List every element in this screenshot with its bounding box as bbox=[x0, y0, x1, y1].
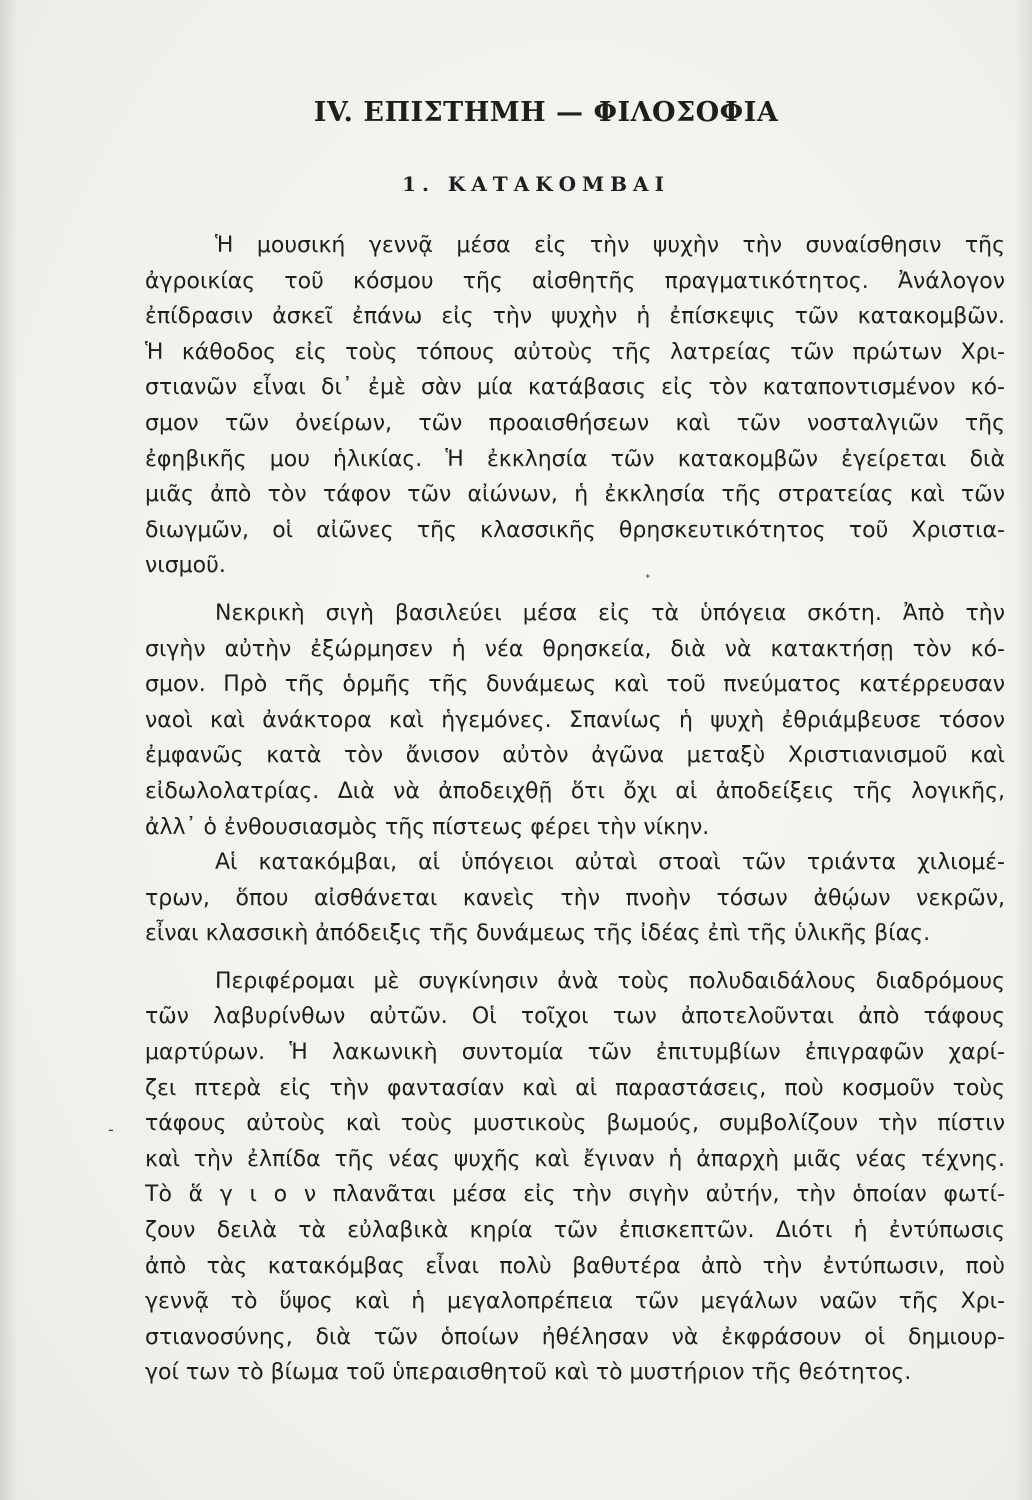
text-line: Αἱ κατακόμβαι, αἱ ὑπόγειοι αὐταὶ στοαὶ τῶν τριάντα χιλιομέ- bbox=[215, 850, 1005, 876]
paragraph bbox=[145, 596, 1005, 845]
text-line: ἐφηβικῆς μου ἡλικίας. Ἡ ἐκκλησία τῶν κατακομβῶν ἐγείρεται διὰ bbox=[145, 446, 1005, 472]
text-line: ἐμφανῶς κατὰ τὸν ἄνισον αὐτὸν ἀγῶνα μεταξὺ Χριστιανισμοῦ καὶ bbox=[145, 743, 1005, 769]
chapter-title: 1. ΚΑΤΑΚΟΜΒΑΙ bbox=[402, 172, 670, 196]
text-line: Περιφέρομαι μὲ συγκίνησιν ἀνὰ τοὺς πολυδαιδάλους διαδρόμους bbox=[215, 968, 1005, 994]
text-line: ἀπὸ τὰς κατακόμβας εἶναι πολὺ βαθυτέρα ἀπὸ τὴν ἐντύπωσιν, ποὺ bbox=[145, 1253, 1005, 1279]
paragraph bbox=[145, 228, 1005, 584]
text-line: γεννᾷ τὸ ὕψος καὶ ἡ μεγαλοπρέπεια τῶν μεγάλων ναῶν τῆς Χρι- bbox=[145, 1289, 1005, 1315]
stray-mark: ᐩ bbox=[645, 572, 651, 588]
text-line: ἐπίδρασιν ἀσκεῖ ἐπάνω εἰς τὴν ψυχὴν ἡ ἐπίσκεψις τῶν κατακομβῶν. bbox=[145, 304, 1005, 330]
text-line: ζουν δειλὰ τὰ εὐλαβικὰ κηρία τῶν ἐπισκεπτῶν. Διότι ἡ ἐντύπωσις bbox=[145, 1218, 1005, 1244]
paragraph bbox=[145, 845, 1005, 952]
text-line: τάφους αὐτοὺς καὶ τοὺς μυστικοὺς βωμούς, συμβολίζουν τὴν πίστιν bbox=[145, 1111, 1005, 1137]
text-line: καὶ τὴν ἐλπίδα τῆς νέας ψυχῆς καὶ ἔγιναν ἡ ἀπαρχὴ μιᾶς νέας τέχνης. bbox=[145, 1146, 1005, 1172]
body-text bbox=[145, 228, 1005, 1391]
text-line: σμον. Πρὸ τῆς ὁρμῆς τῆς δυνάμεως καὶ τοῦ πνεύματος κατέρρευσαν bbox=[145, 672, 1005, 698]
text-line: Τὸ ἅ γ ι ο ν πλανᾶται μέσα εἰς τὴν σιγὴν αὐτήν, τὴν ὁποίαν φωτί- bbox=[145, 1182, 1005, 1208]
text-line: εἰδωλολατρίας. Διὰ νὰ ἀποδειχθῇ ὅτι ὄχι αἱ ἀποδείξεις τῆς λογικῆς, bbox=[145, 778, 1005, 804]
text-line: μιᾶς ἀπὸ τὸν τάφον τῶν αἰώνων, ἡ ἐκκλησία τῆς στρατείας καὶ τῶν bbox=[145, 482, 1005, 508]
text-line: σιγὴν αὐτὴν ἐξώρμησεν ἡ νέα θρησκεία, διὰ νὰ κατακτήσῃ τὸν κό- bbox=[145, 636, 1005, 662]
text-line: μαρτύρων. Ἡ λακωνικὴ συντομία τῶν ἐπιτυμβίων ἐπιγραφῶν χαρί- bbox=[145, 1040, 1005, 1066]
text-line: ζει πτερὰ εἰς τὴν φαντασίαν καὶ αἱ παραστάσεις, ποὺ κοσμοῦν τοὺς bbox=[145, 1075, 1005, 1101]
text-line: ἀλλ᾽ ὁ ἐνθουσιασμὸς τῆς πίστεως φέρει τὴν νίκην. bbox=[145, 814, 710, 840]
text-line: στιανῶν εἶναι δι᾽ ἐμὲ σὰν μία κατάβασις εἰς τὸν καταποντισμένον κό- bbox=[145, 375, 1005, 401]
text-line: τῶν λαβυρίνθων αὐτῶν. Οἱ τοῖχοι των ἀποτελοῦνται ἀπὸ τάφους bbox=[145, 1004, 1005, 1030]
text-line: νισμοῦ. bbox=[145, 553, 226, 579]
text-line: στιανοσύνης, διὰ τῶν ὁποίων ἠθέλησαν νὰ ἐκφράσουν οἱ δημιουρ- bbox=[145, 1324, 1005, 1350]
text-line: ἀγροικίας τοῦ κόσμου τῆς αἰσθητῆς πραγματικότητος. Ἀνάλογον bbox=[145, 268, 1005, 294]
text-line: Ἡ μουσική γεννᾷ μέσα εἰς τὴν ψυχὴν τὴν συναίσθησιν τῆς bbox=[215, 233, 1005, 258]
text-line: τρων, ὅπου αἰσθάνεται κανεὶς τὴν πνοὴν τόσων ἀθῴων νεκρῶν, bbox=[145, 885, 1005, 911]
section-title: IV. ΕΠΙΣΤΗΜΗ — ΦΙΛΟΣΟΦΙΑ bbox=[313, 97, 779, 128]
text-line: Νεκρικὴ σιγὴ βασιλεύει μέσα εἰς τὰ ὑπόγεια σκότη. Ἀπὸ τὴν bbox=[215, 600, 1005, 626]
text-line: διωγμῶν, οἱ αἰῶνες τῆς κλασσικῆς θρησκευτικότητος τοῦ Χριστια- bbox=[145, 517, 1005, 543]
paragraph bbox=[145, 964, 1005, 1391]
page-shadow-right bbox=[1014, 0, 1032, 1500]
text-line: ναοὶ καὶ ἀνάκτορα καὶ ἡγεμόνες. Σπανίως ἡ ψυχὴ ἐθριάμβευσε τόσον bbox=[145, 707, 1005, 733]
text-line: γοί των τὸ βίωμα τοῦ ὑπεραισθητοῦ καὶ τὸ μυστήριον τῆς θεότητος. bbox=[145, 1360, 912, 1386]
text-line: σμον τῶν ὀνείρων, τῶν προαισθήσεων καὶ τῶν νοσταλγιῶν τῆς bbox=[145, 410, 1005, 436]
page-shadow-left bbox=[0, 0, 18, 1500]
text-line: εἶναι κλασσικὴ ἀπόδειξις τῆς δυνάμεως τῆς ἰδέας ἐπὶ τῆς ὑλικῆς βίας. bbox=[145, 921, 931, 947]
stray-mark: - bbox=[108, 1120, 114, 1139]
text-line: Ἡ κάθοδος εἰς τοὺς τόπους αὐτοὺς τῆς λατρείας τῶν πρώτων Χρι- bbox=[145, 339, 1005, 365]
